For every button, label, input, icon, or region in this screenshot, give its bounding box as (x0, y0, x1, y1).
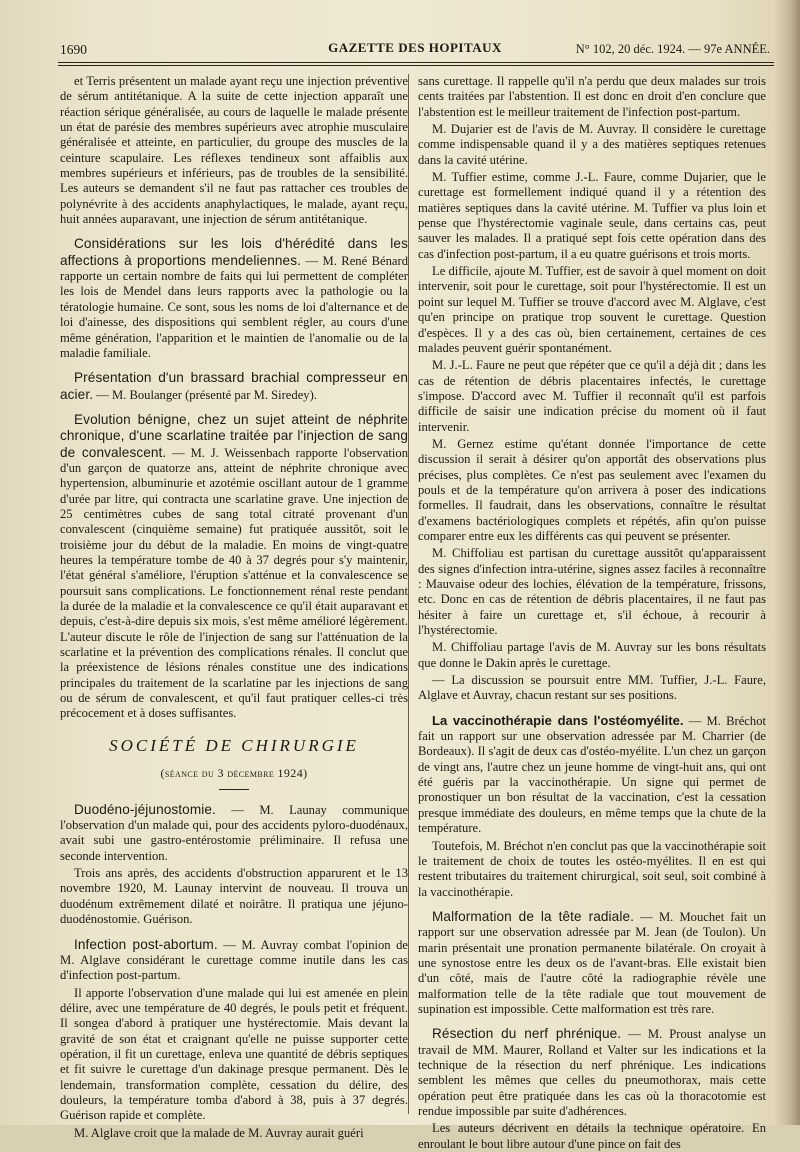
gernez-paragraph: M. Gernez estime qu'étant donnée l'importance de cette discussion il serait à désirer qu'on apportât des observations plus précises, plus complètes. Ce n'est pas seulement avec l'examen du pouls et de la température qu'on arrivera à poser des indications formelles. Il faudrait, dans les observations, connaître le résultat d'examens bactériologiques complets et répétés, afin qu'on puisse comparer entre eux les différents cas qui peuvent se présenter. (418, 436, 766, 543)
infection-article (60, 937, 408, 984)
journal-title: GAZETTE DES HOPITAUX (328, 40, 502, 55)
malformation-title: Malformation de la tête radiale. (432, 908, 634, 924)
vaccino-paragraph-2: Toutefois, M. Bréchot n'en conclut pas que la vaccinothérapie soit le traitement de choix de toutes les ostéo-myélites. Il en est qui restent tributaires du traitement chirurgical, soit seul, soit combiné à la vaccinothérapie. (418, 838, 766, 899)
duodeno-article (60, 802, 408, 864)
brassard-title: Présentation d'un brassard brachial compresseur en acier. (60, 370, 408, 402)
section-divider (219, 789, 249, 790)
society-heading: SOCIÉTÉ DE CHIRURGIE (109, 735, 359, 755)
faure-paragraph: M. J.-L. Faure ne peut que répéter que ce qu'il a déjà dit ; dans les cas de rétention de débris placentaires infectés, le curettage s'impose. D'accord avec M. Tuffier il reconnaît qu'il est parfois difficile de saisir une indication précise du moment où il faut intervenir. (418, 358, 766, 434)
heredite-text: — M. René Bénard rapporte un certain nombre de faits qui lui permettent de compléter les lois de Mendel dans leurs rapports avec la pathologie ou la tératologie humaine. Ce sont, sous les noms de loi d'alternance et de loi d'ainesse, des dispositions qui semblent régler, au cours d'une même génération, l'apparition et le maintien de l'anomalie ou de la maladie familiale. (60, 253, 408, 360)
brassard-text: — M. Boulanger (présenté par M. Siredey). (93, 387, 317, 402)
tuffier-paragraph: M. Tuffier estime, comme J.-L. Faure, comme Dujarier, que le curettage est formellement indiqué quand il y a rétention des matières septiques dans la cavité utérine. M. Tuffier va plus loin et pense que l'hystérectomie vaginale seule, dans certains cas, peut sauver les malades. Il a pratiqué sept fois cette opération dans des cas d'infection post-partum, il a eu quatre guérisons et trois morts. (418, 170, 766, 261)
header-rule-bottom (58, 65, 774, 66)
resection-article (418, 1026, 766, 1119)
page-header (60, 38, 770, 60)
resection-paragraph-2: Les auteurs décrivent en détails la technique opératoire. En enroulant le bout libre autour d'une pince on fait des (418, 1121, 766, 1151)
duodeno-title: Duodéno-jéjunostomie. (74, 801, 216, 817)
vaccino-title: La vaccinothérapie dans l'ostéomyélite. (432, 712, 684, 728)
malformation-text: — M. Mouchet fait un rapport sur une observation adressée par M. Jean (de Toulon). Un marin présentait une pronation permanente bilatérale. On croyait à une synostose entre les deux os de l'avant-bras. Elle existait bien d'un côté, mais de l'autre côté la radiographie révèle une malformation telle de la tête radiale que tout mouvement de supination est impossible. Cette malformation est très rare. (418, 909, 766, 1016)
left-column (60, 74, 408, 1140)
dujarier-paragraph: M. Dujarier est de l'avis de M. Auvray. Il considère le curettage comme indispensable quand il y a des matières septiques retenues dans la cavité utérine. (418, 122, 766, 167)
duodeno-text: — M. Launay communique l'observation d'un malade qui, pour des accidents pyloro-duodénaux, avait subi une gastro-entérostomie préliminaire. Il refusa une seconde intervention. (60, 802, 408, 863)
terris-paragraph: et Terris présentent un malade ayant reçu une injection préventive de sérum antitétanique. A la suite de cette injection apparaît une réaction sérique généralisée, au cours de laquelle le malade présente un état de parésie des membres supérieurs avec atrophie musculaire généralisée et atteinte, en particulier, du groupe des muscles de la ceinture scapulaire. Les réflexes tendineux sont affaiblis aux membres supérieurs et inférieurs, pas de troubles de la sensibilité. Les auteurs se demandent s'il ne faut pas rattacher ces troubles de polynévrite à des accidents anaphylactiques, le malade, ayant reçu, huit années auparavant, une injection de sérum antitétanique. (60, 74, 408, 227)
tuffier-paragraph-2: Le difficile, ajoute M. Tuffier, est de savoir à quel moment on doit intervenir, soit pour le curettage, soit pour l'hystérectomie. Il est un point sur lequel M. Tuffier se trouve d'accord avec M. Alglave, c'est qu'en principe on pratique trop souvent le curettage. Question d'espèces. Il y a des cas où, bien certainement, certaines de ces malades peuvent guérir spontanément. (418, 264, 766, 355)
page-number: 1690 (60, 42, 87, 57)
issue-info: N° 102, 20 déc. 1924. — 97e ANNÉE. (575, 42, 770, 56)
seance-date (60, 766, 408, 781)
chiffoliau-paragraph: M. Chiffoliau est partisan du curettage aussitôt qu'apparaissent des signes d'infection intra-utérine, signes assez faciles à reconnaître : Mauvaise odeur des lochies, élévation de la température, frissons, etc. Donc en cas de rétention de débris placentaires, il ne faut pas hésiter à faire un curettage et, s'il échoue, à recourir à l'hystérectomie. (418, 546, 766, 638)
discussion-paragraph: — La discussion se poursuit entre MM. Tuffier, J.-L. Faure, Alglave et Auvray, chacun restant sur ses positions. (418, 673, 766, 703)
alglave-continuation: sans curettage. Il rappelle qu'il n'a perdu que deux malades sur trois cents traitées par l'abstention. Il est donc en droit d'en conclure que l'abstention est le meilleur traitement de l'infection post-partum. (418, 74, 766, 119)
brassard-article (60, 370, 408, 403)
infection-paragraph-3: M. Alglave croit que la malade de M. Auvray aurait guéri (74, 1125, 364, 1140)
chiffoliau-paragraph-2: M. Chiffoliau partage l'avis de M. Auvray sur les bons résultats que donne le Dakin après le curettage. (418, 640, 766, 670)
infection-paragraph-2: Il apporte l'observation d'une malade qui lui est amenée en plein délire, avec une température de 40 degrés, le pouls petit et fréquent. Il songea d'abord à pratiquer une hystérectomie. Mais devant la gravité de son état et craignant qu'elle ne puisse supporter cette opération, il fit un curettage, enleva une quantité de débris septiques et fit suivre le curettage d'un dakinage presque permanent. Dès le lendemain, transformation complète, cessation du délire, des douleurs, la température tomba d'abord à 38, puis à 37 degrés. Guérison rapide et complète. (60, 985, 408, 1123)
resection-text: — M. Proust analyse un travail de MM. Maurer, Rolland et Valter sur les indications et la technique de la résection du nerf phrénique. Les indications semblent les mêmes que celles du pneumothorax, mais cette opération peut être pratiquée dans les cas où la thoracotomie est rendue impossible par suite d'adhérences. (418, 1027, 766, 1118)
vaccino-article (418, 713, 766, 837)
duodeno-paragraph-2: Trois ans après, des accidents d'obstruction apparurent et le 13 novembre 1920, M. Launay intervint de nouveau. Il trouva un duodénum extrêmement dilaté et noirâtre. Il pratiqua une jéjuno-duodénostomie. Guérison. (60, 866, 408, 927)
nephrite-article (60, 412, 408, 722)
header-rule-top (58, 62, 774, 63)
resection-title: Résection du nerf phrénique. (432, 1026, 622, 1042)
seance-text: (séance du 3 décembre 1924) (160, 765, 308, 780)
infection-title: Infection post-abortum. (74, 936, 218, 952)
nephrite-text: — M. J. Weissenbach rapporte l'observation d'un garçon de quatorze ans, atteint de néphrite chronique avec hypertension, albuminurie et azotémie oscillant autour de 1 gramme d'urée par litre, qui contracta une scarlatine grave. Une injection de 25 centimètres cubes de sang total citraté provenant d'un convalescent (cinquième semaine) fut pratiquée aussitôt, soit le troisième jour du début de la maladie. En moins de vingt-quatre heures la température tombe de 40 à 37 degrés pour s'y maintenir, l'état général s'améliore, l'éruption s'atténue et la convalescence se poursuit sans complications. Le fonctionnement rénal reste pendant la durée de la maladie et la convalescence ce qu'il était auparavant et depuis, c'est-à-dire depuis six mois, s'est même amélioré légèrement. L'auteur discute le rôle de l'injection de sang sur l'atténuation de la scarlatine et la prévention des complications rénales. Il conclut que la préexistence de lésions rénales constitue une des indications principales du traitement de la scarlatine par les injections de sang ou de sérum de convalescent, et qu'il faut pratiquer celles-ci très précocement et à doses suffisantes. (60, 445, 408, 721)
heredite-article (60, 236, 408, 361)
right-column (418, 74, 766, 1151)
infection-text: — M. Auvray combat l'opinion de M. Alglave considérant le curettage comme inutile dans les cas d'infection post-partum. (60, 937, 408, 983)
heredite-title: Considérations sur les lois d'hérédité dans les affections à proportions mendeliennes. (60, 236, 408, 268)
vaccino-text: — M. Bréchot fait un rapport sur une observation adressée par M. Charrier (de Bordeaux). Il s'agit de deux cas d'ostéo-myélite. L'un chez un garçon de vingt ans, l'autre chez un jeune homme de vingt-huit ans, qui ont été guéris par la vaccinothérapie. Un signe qui permet de pronostiquer un bon résultat de la vaccination, c'est la cessation presque immédiate des douleurs, en même temps que la chute de la température. (418, 713, 766, 836)
column-separator (408, 74, 409, 1114)
nephrite-title: Evolution bénigne, chez un sujet atteint de néphrite chronique, d'une scarlatine traitée par l'injection de sang de convalescent. (60, 411, 408, 460)
malformation-article (418, 909, 766, 1017)
